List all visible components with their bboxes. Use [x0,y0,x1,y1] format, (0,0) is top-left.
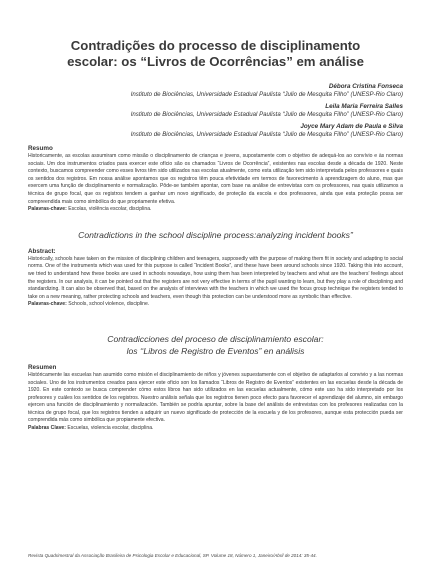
resumo-heading: Resumo [28,145,53,152]
author-name: Leila Maria Ferreira Salles [325,103,403,110]
abstract-heading: Abstract: [28,247,56,255]
author-affiliation: Instituto de Biociências, Universidade Estadual Paulista “Julio de Mesquita Filho” (UNESP-Rio Claro) [130,111,403,118]
author-list [28,83,403,139]
keywords-value: Schools, school violence, discipline. [68,301,150,308]
author-affiliation: Instituto de Biociências, Universidade Estadual Paulista “Julio de Mesquita Filho” (UNESP-Rio Claro) [130,131,403,138]
keywords-value: Escuelas, violencia escolar, disciplina. [67,425,154,432]
abstract-text: Historically, schools have taken on the mission of disciplining children and teenagers, supposedly with the purpose of making them fit in society and adapting to social norms. One of the instruments which was used for this purpose is called “Incident Books”, and these have been around schools since 1920. Taking this into account, we tried to understand how these books are used in schools nowadays, how using them has been interpreted by teachers and what are the teachers’ feelings about the registers. In our analysis, it can be pointed out that the registers are not very effective in terms of the pupil wanting to learn, but they play a role of disciplining and standardizing. It can also be observed that, based on the analysis of interviews with the teachers in which we used the focus group technique the registers tended to take on a new meaning, rather protecting schools and teachers, even though this protection can be understood more as symbolic than effective. [28,255,403,300]
keywords-value: Escolas, violência escolar, disciplina. [68,206,152,213]
resumo-keywords [28,206,403,214]
resumen-text: Históricamente las escuelas han asumido como misión el disciplinamiento de niños y jóvenes supuestamente con el objetivo de adaptarlos al convivio y a las normas sociales. Uno de los instrumentos creados para ejercer este oficio son los llamados “Libros de Registro de Eventos” existentes en las escuelas desde la década de 1920. En este contexto se busca comprender cómo estos libros han sido utilizados en las escuelas actualmente, cómo este uso ha sido interpretado por los profesores y cuáles los sentidos de los registros. Nuestro análisis señala que los registros tienen poco efecto para favorecer el aprendizaje del alumno, sin embargo ejercen una función de disciplinamiento y normalización. También se podría apuntar, sobre la base del análisis de entrevistas con los profesores realizadas con la técnica de grupo focal, que los registros tienden a adquirir un nuevo significado de protección de la escuela y de los profesores, aunque esta protección pueda ser comprendida más como simbólica que propiamente efectiva. [28,371,403,424]
resumen-keywords [28,425,403,433]
resumen-heading: Resumen [28,363,57,371]
keywords-label: Palavras-chave: [28,206,67,213]
abstract-keywords [28,301,403,309]
author-affiliation: Instituto de Biociências, Universidade Estadual Paulista “Julio de Mesquita Filho” (UNESP-Rio Claro) [130,91,403,98]
resumo-text: Historicamente, as escolas assumiram como missão o disciplinamento de crianças e jovens, supostamente com o objetivo de adequá-los ao convívio e às normas sociais. Um dos instrumentos criados para exercer este ofício são os chamados “Livros de Ocorrência”, existentes nas escolas desde a década de 1920. Neste contexto, buscamos compreender como esses livros têm sido utilizados nas escolas atualmente, como esta utilização tem sido interpretada pelos professores e quais os sentidos dos registros. Em nossa análise apontamos que os registros têm pouca efetividade em termos de favorecimento à aprendizagem do aluno, mas que exercem uma função de disciplinamento e normalização. Pôde-se também apontar, com base na análise de entrevistas com os professores, nas quais utilizamos a técnica de grupo focal, que os registros tendem a ganhar um novo significado, de proteção da escola e dos professores, ainda que esta proteção possa ser compreendida mais como simbólica do que propriamente efetiva. [28,153,403,205]
author-entry [28,123,403,139]
author-name: Débora Cristina Fonseca [328,83,403,90]
title-line-1: Contradições do processo de disciplinamento [70,38,361,53]
author-entry [28,83,403,99]
author-name: Joyce Mary Adam de Paula e Silva [300,123,403,130]
journal-footer: Revista Quadrimestral da Associação Brasileira de Psicologia Escolar e Educacional, SP. Volume 18, Número 1, Janeiro/Abril de 2014: 35-44. [28,553,317,558]
abstract-english [28,248,403,309]
english-title: Contradictions in the school discipline process:analyzing incident books” [78,229,353,240]
keywords-label: Palavras-chave: [28,301,67,308]
abstract-spanish [28,364,403,433]
spanish-title [28,333,403,357]
keywords-label: Palabras Clave: [28,425,66,432]
title-line-2: escolar: os “Livros de Ocorrências” em análise [67,54,364,69]
spanish-title-line-2: los ‘‘Libros de Registro de Eventos” en análisis [126,345,305,356]
abstract-portuguese [28,145,403,214]
article-title [28,0,403,70]
author-entry [28,103,403,119]
spanish-title-line-1: Contradicciones del proceso de disciplinamiento escolar: [107,333,324,344]
